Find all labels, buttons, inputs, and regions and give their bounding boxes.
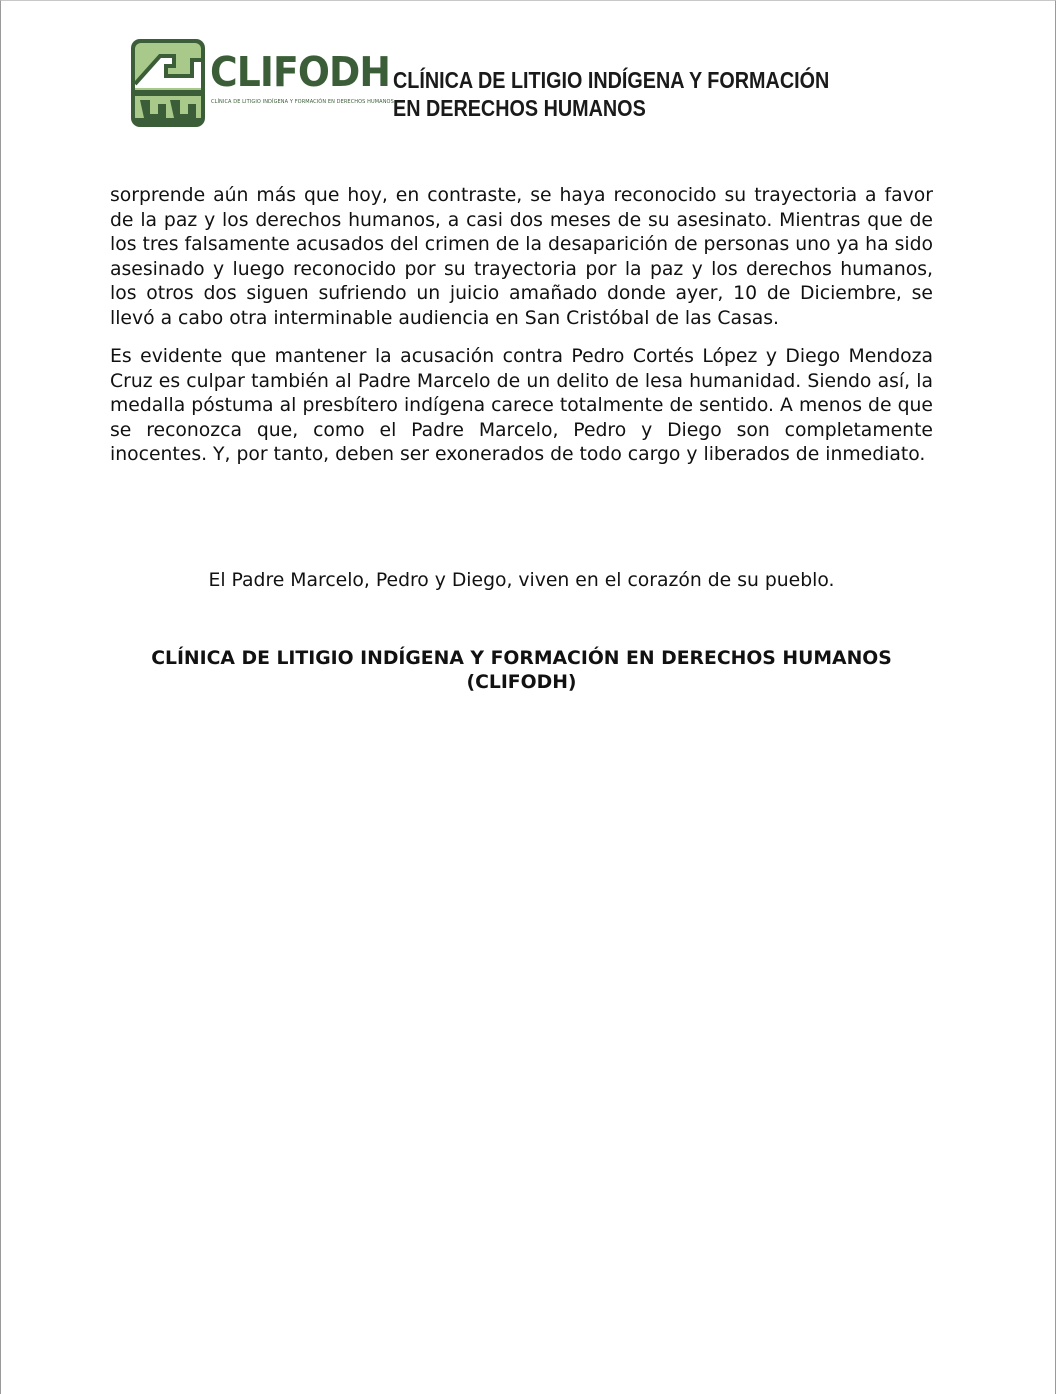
- closing-line: El Padre Marcelo, Pedro y Diego, viven en el corazón de su pueblo.: [208, 570, 835, 591]
- signature-line1: CLÍNICA DE LITIGIO INDÍGENA Y FORMACIÓN EN DERECHOS HUMANOS: [151, 648, 892, 669]
- letter-body: [110, 184, 933, 482]
- logo-tagline: CLÍNICA DE LITIGIO INDÍGENA Y FORMACIÓN EN DERECHOS HUMANOS: [211, 99, 394, 105]
- logo-wordmark: CLIFODH: [210, 48, 391, 96]
- signature-line2: (CLIFODH): [466, 672, 577, 693]
- paragraph: sorprende aún más que hoy, en contraste, se haya reconocido su trayectoria a favor de la paz y los derechos humanos, a casi dos meses de su asesinato. Mientras que de los tres falsamente acusados del crimen de la desaparición de personas uno ya ha sido asesinado y luego reconocido por su trayectoria por la paz y los derechos humanos, los otros dos siguen sufriendo un juicio amañado donde ayer, 10 de Diciembre, se llevó a cabo otra interminable audiencia en San Cristóbal de las Casas.: [110, 185, 933, 329]
- letterhead-title: [393, 66, 829, 122]
- signature-block: [110, 647, 933, 695]
- clifodh-logo-icon: [130, 38, 206, 128]
- paragraph: Es evidente que mantener la acusación contra Pedro Cortés López y Diego Mendoza Cruz es culpar también al Padre Marcelo de un delito de lesa humanidad. Siendo así, la medalla póstuma al presbítero indígena carece totalmente de sentido. A menos de que se reconozca que, como el Padre Marcelo, Pedro y Diego son completamente inocentes. Y, por tanto, deben ser exonerados de todo cargo y liberados de inmediato.: [110, 346, 933, 465]
- letterhead-title-line2: EN DERECHOS HUMANOS: [393, 95, 646, 121]
- letterhead: [130, 38, 890, 130]
- letterhead-title-line1: CLÍNICA DE LITIGIO INDÍGENA Y FORMACIÓN: [393, 67, 830, 93]
